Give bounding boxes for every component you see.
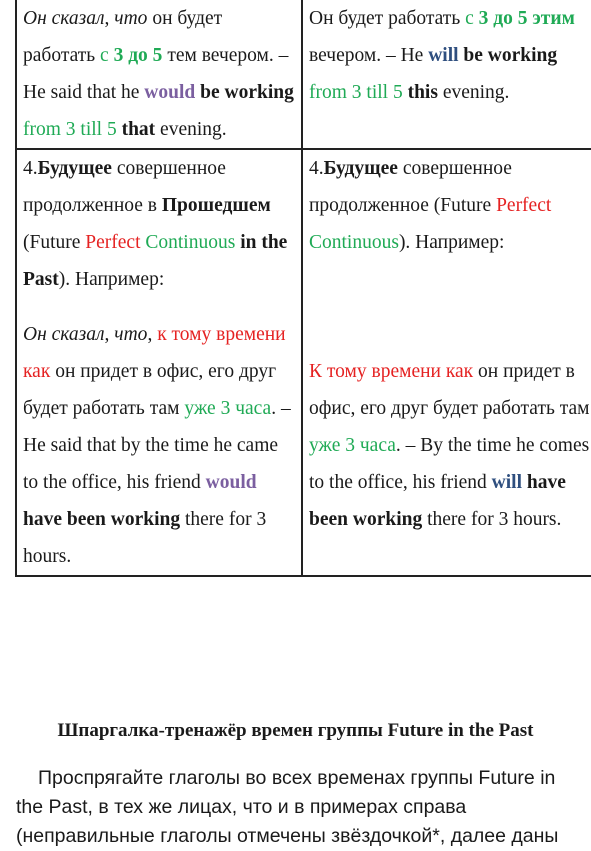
example-text: there for 3 hours. <box>422 509 562 530</box>
rule-text: ). Например: <box>58 269 165 290</box>
example-text: он будет работать <box>23 8 223 66</box>
table-cell-future-perfect-continuous-in-past <box>16 149 302 576</box>
rule-text: совершенное продолженное (Future <box>309 158 512 216</box>
example-text: , <box>104 324 115 345</box>
example-text: evening. <box>437 82 510 103</box>
example-text: что <box>114 324 148 345</box>
highlight-text: с <box>100 45 114 66</box>
table-row <box>16 0 591 149</box>
highlight-text: уже 3 часа <box>309 435 396 456</box>
verb-form: have been working <box>309 472 566 530</box>
highlight-text: 3 до 5 <box>113 45 163 66</box>
time-marker: that <box>121 119 156 140</box>
example-block <box>309 353 591 538</box>
spacer <box>23 298 297 316</box>
time-marker: this <box>407 82 438 103</box>
example-text: что <box>114 8 148 29</box>
rule-term: Будущее <box>37 158 112 179</box>
highlight-text: этим <box>532 8 575 29</box>
highlight-text: уже 3 часа <box>184 398 272 419</box>
tense-name-part: Perfect <box>85 232 141 253</box>
rule-text: ). Например: <box>398 232 505 253</box>
example-text: . – By the time he comes to the office, his friend <box>309 435 590 493</box>
tense-name-part: Continuous <box>145 232 236 253</box>
tense-name-part: Perfect <box>496 195 552 216</box>
example-text: , <box>147 324 158 345</box>
example-text: Он сказал <box>23 324 105 345</box>
auxiliary-verb: will <box>428 45 459 66</box>
rule-number: 4. <box>23 158 38 179</box>
highlight-text: 3 до 5 <box>478 8 528 29</box>
auxiliary-verb: would <box>144 82 196 103</box>
highlight-text: from 3 till 5 <box>309 82 403 103</box>
rule-text: (Future <box>23 232 86 253</box>
highlight-text: К тому времени как <box>309 361 474 382</box>
highlight-text: к тому времени как <box>23 324 286 382</box>
example-text: , <box>104 8 115 29</box>
grammar-table <box>15 0 591 577</box>
highlight-text: from 3 till 5 <box>23 119 117 140</box>
paragraph-line: (неправильные глаголы отмечены звёздочкой*, далее даны <box>16 825 559 847</box>
example-text: он придет в офис, его друг будет работать там <box>23 361 277 419</box>
paragraph-line: the Past, в тех же лицах, что и в примерах справа <box>16 796 467 818</box>
tense-name-part: in the Past <box>23 232 288 290</box>
instruction-paragraph <box>16 764 582 851</box>
example-text: there for 3 hours. <box>23 509 267 567</box>
example-text: вечером. – He <box>309 45 429 66</box>
paragraph-text: Проспрягайте глаголы во всех временах группы Future in <box>38 767 556 789</box>
rule-text: совершенное продолженное в <box>23 158 226 216</box>
highlight-text: с <box>465 8 479 29</box>
example-text: тем вечером. – He said that he <box>23 45 289 103</box>
verb-form: have been working <box>23 509 181 530</box>
rule-term: Будущее <box>323 158 398 179</box>
verb-form: be working <box>200 82 294 103</box>
section-title: Шпаргалка-тренажёр времен группы Future in the Past <box>57 720 534 741</box>
verb-form: be working <box>463 45 558 66</box>
rule-heading <box>309 150 591 261</box>
table-cell-future-perfect-continuous <box>302 149 591 576</box>
rule-term: Прошедшем <box>161 195 271 216</box>
rule-number: 4. <box>309 158 324 179</box>
example-text: Он сказал <box>23 8 105 29</box>
example-text: он придет в офис, его друг будет работать там <box>309 361 590 419</box>
example-text: Он будет работать <box>309 8 466 29</box>
example-text: evening. <box>155 119 227 140</box>
rule-heading <box>23 150 297 298</box>
table-row <box>16 149 591 576</box>
example-block <box>23 316 297 575</box>
spacer <box>309 261 591 353</box>
auxiliary-verb: would <box>205 472 257 493</box>
tense-name-part: Continuous <box>309 232 399 253</box>
paragraph-line <box>16 764 582 793</box>
example-text: . – He said that by the time he came to the office, his friend <box>23 398 291 493</box>
table-cell-past-continuous-example <box>16 0 302 149</box>
auxiliary-verb: will <box>491 472 523 493</box>
table-cell-future-continuous-example <box>302 0 591 149</box>
